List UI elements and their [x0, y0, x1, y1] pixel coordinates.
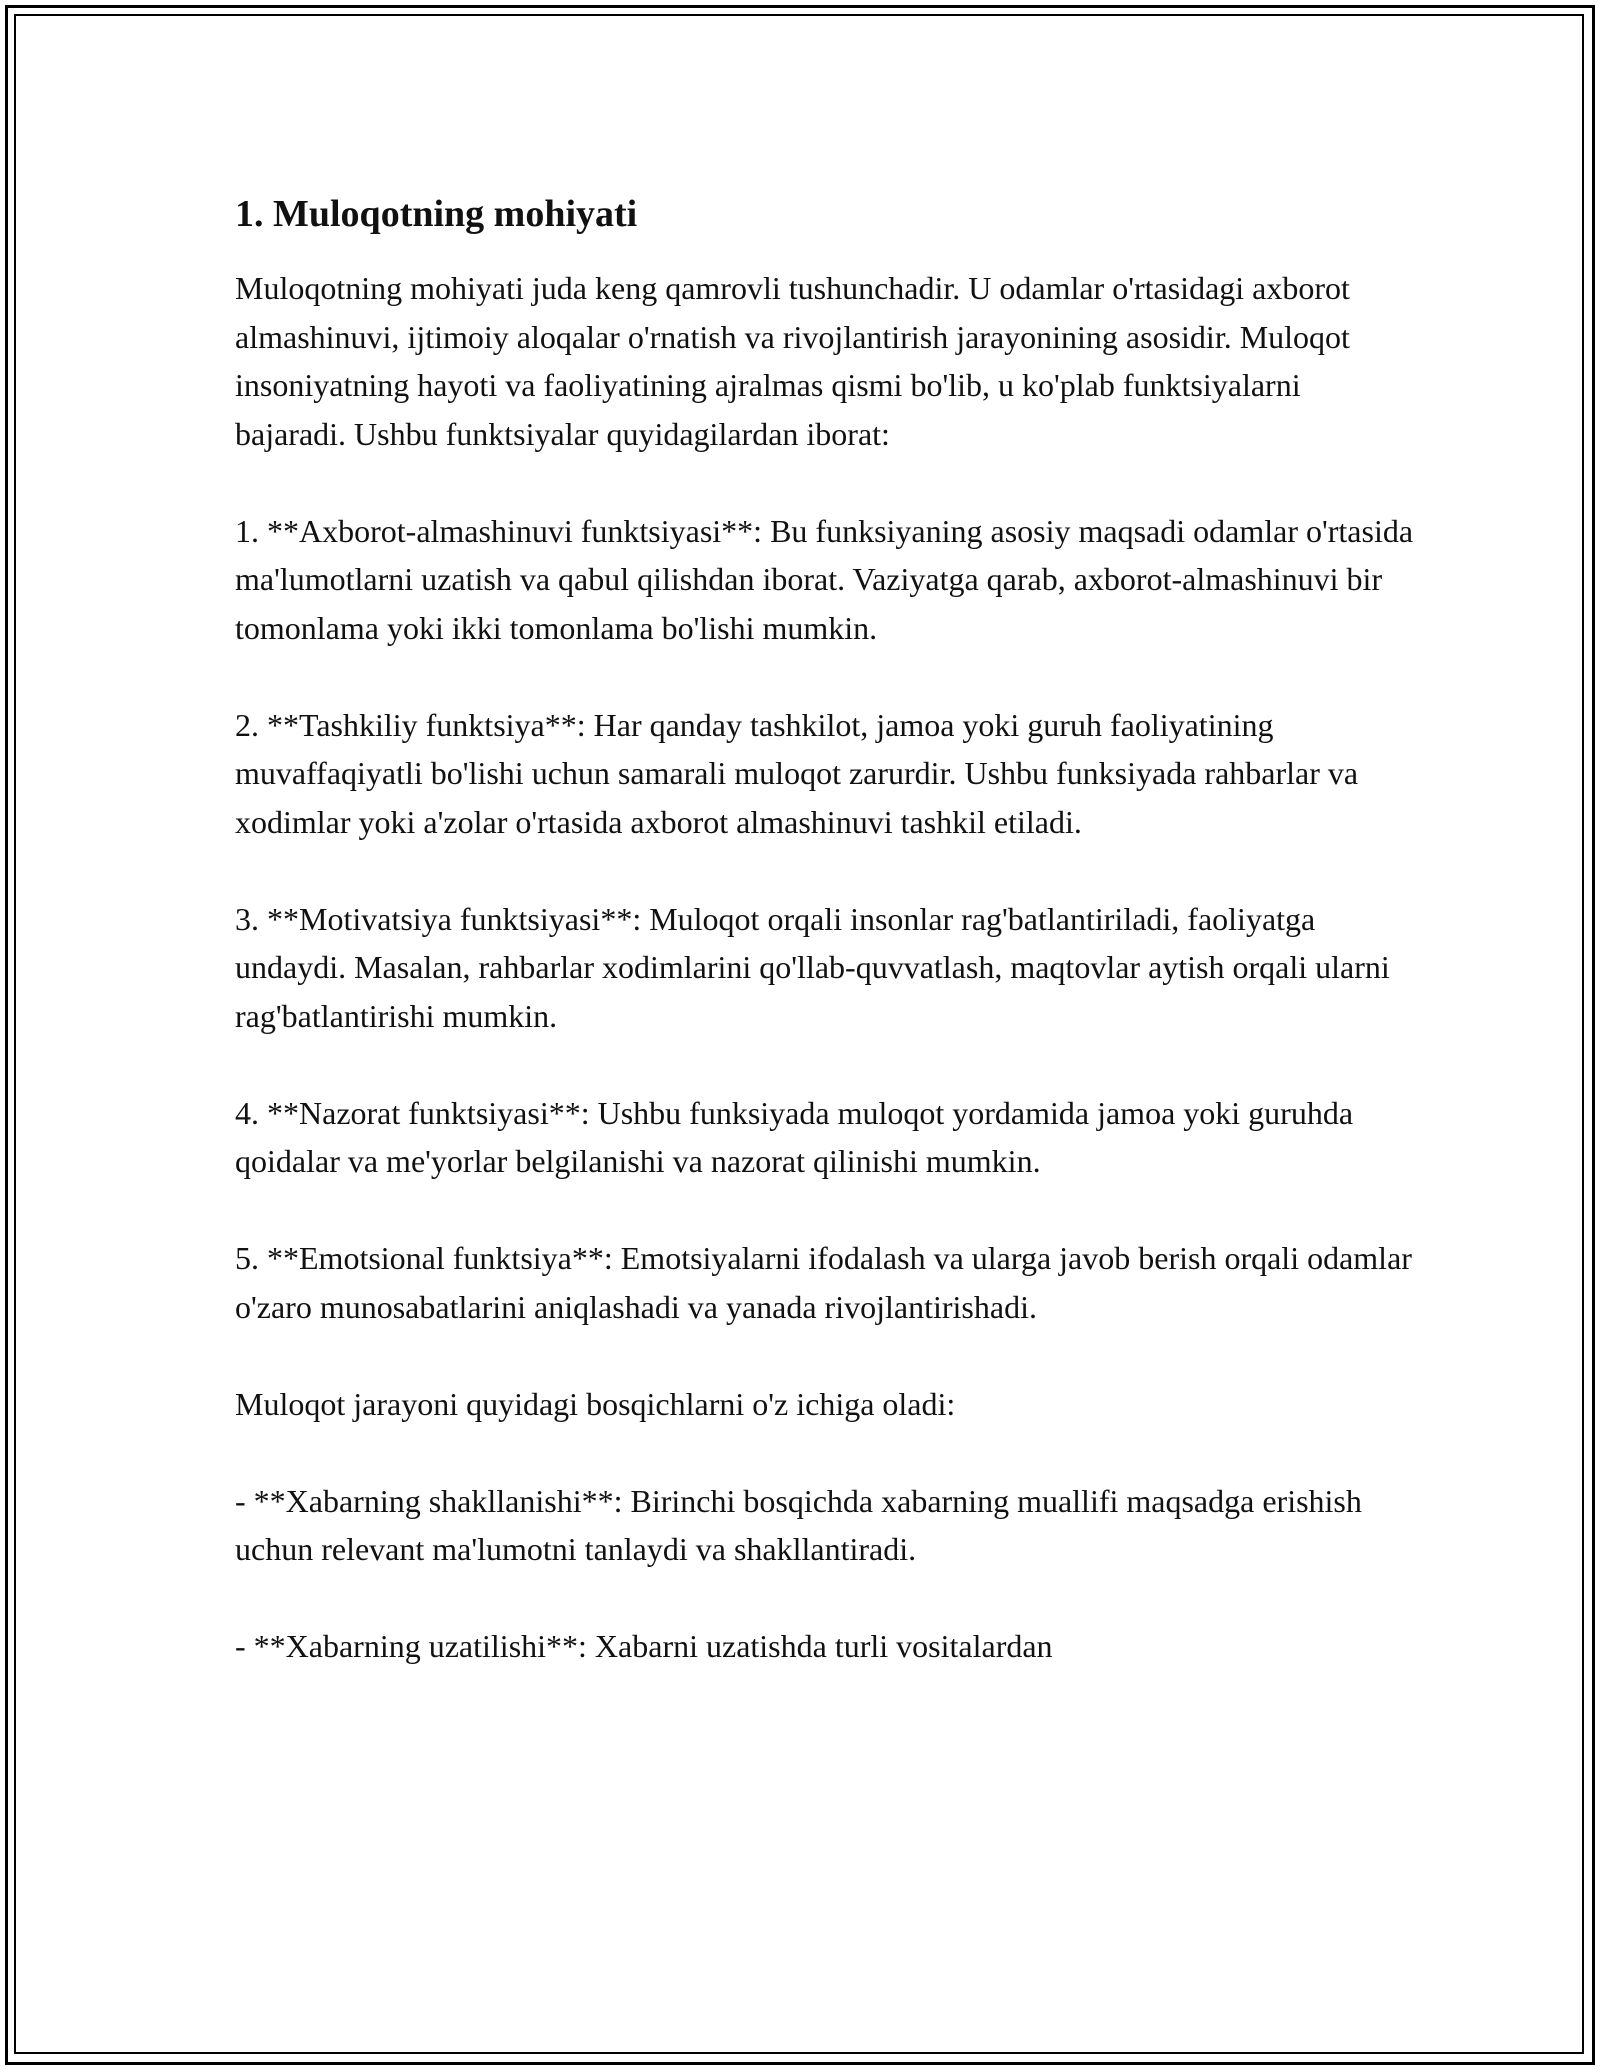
intro-paragraph: Muloqotning mohiyati juda keng qamrovli tushunchadir. U odamlar o'rtasidagi axborot almashinuvi, ijtimoiy aloqalar o'rnatish va rivojlantirish jarayonining asosidir. Muloqot insoniyatning hayoti va faoliyatining ajralmas qismi bo'lib, u ko'plab funktsiyalarni bajaradi. Ushbu funktsiyalar quyidagilardan iborat:: [235, 270, 1350, 452]
function-item-1: 1. **Axborot-almashinuvi funktsiyasi**: Bu funksiyaning asosiy maqsadi odamlar o'rtasida ma'lumotlarni uzatish va qabul qilishdan iborat. Vaziyatga qarab, axborot-almashinuvi bir tomonlama yoki ikki tomonlama bo'lishi mumkin.: [235, 512, 1414, 646]
stage-item-1: - **Xabarning shakllanishi**: Birinchi bosqichda xabarning muallifi maqsadga erishish uchun relevant ma'lumotni tanlaydi va shakllantiradi.: [235, 1482, 1362, 1567]
stages-intro-paragraph: Muloqot jarayoni quyidagi bosqichlarni o'z ichiga oladi:: [235, 1385, 956, 1422]
document-body: [235, 186, 1415, 1671]
function-item-5: 5. **Emotsional funktsiya**: Emotsiyalarni ifodalash va ularga javob berish orqali odamlar o'zaro munosabatlarini aniqlashadi va yanada rivojlantirishadi.: [235, 1240, 1412, 1325]
section-heading: 1. Muloqotning mohiyati: [235, 193, 638, 235]
function-item-3: 3. **Motivatsiya funktsiyasi**: Muloqot orqali insonlar rag'batlantiriladi, faoliyatga undaydi. Masalan, rahbarlar xodimlarini qo'llab-quvvatlash, maqtovlar aytish orqali ularni rag'batlantirishi mumkin.: [235, 900, 1390, 1034]
function-item-2: 2. **Tashkiliy funktsiya**: Har qanday tashkilot, jamoa yoki guruh faoliyatining muvaffaqiyatli bo'lishi uchun samarali muloqot zarurdir. Ushbu funksiyada rahbarlar va xodimlar yoki a'zolar o'rtasida axborot almashinuvi tashkil etiladi.: [235, 706, 1359, 840]
stage-item-2: - **Xabarning uzatilishi**: Xabarni uzatishda turli vositalardan: [235, 1628, 1053, 1664]
function-item-4: 4. **Nazorat funktsiyasi**: Ushbu funksiyada muloqot yordamida jamoa yoki guruhda qoidalar va me'yorlar belgilanishi va nazorat qilinishi mumkin.: [235, 1094, 1354, 1179]
